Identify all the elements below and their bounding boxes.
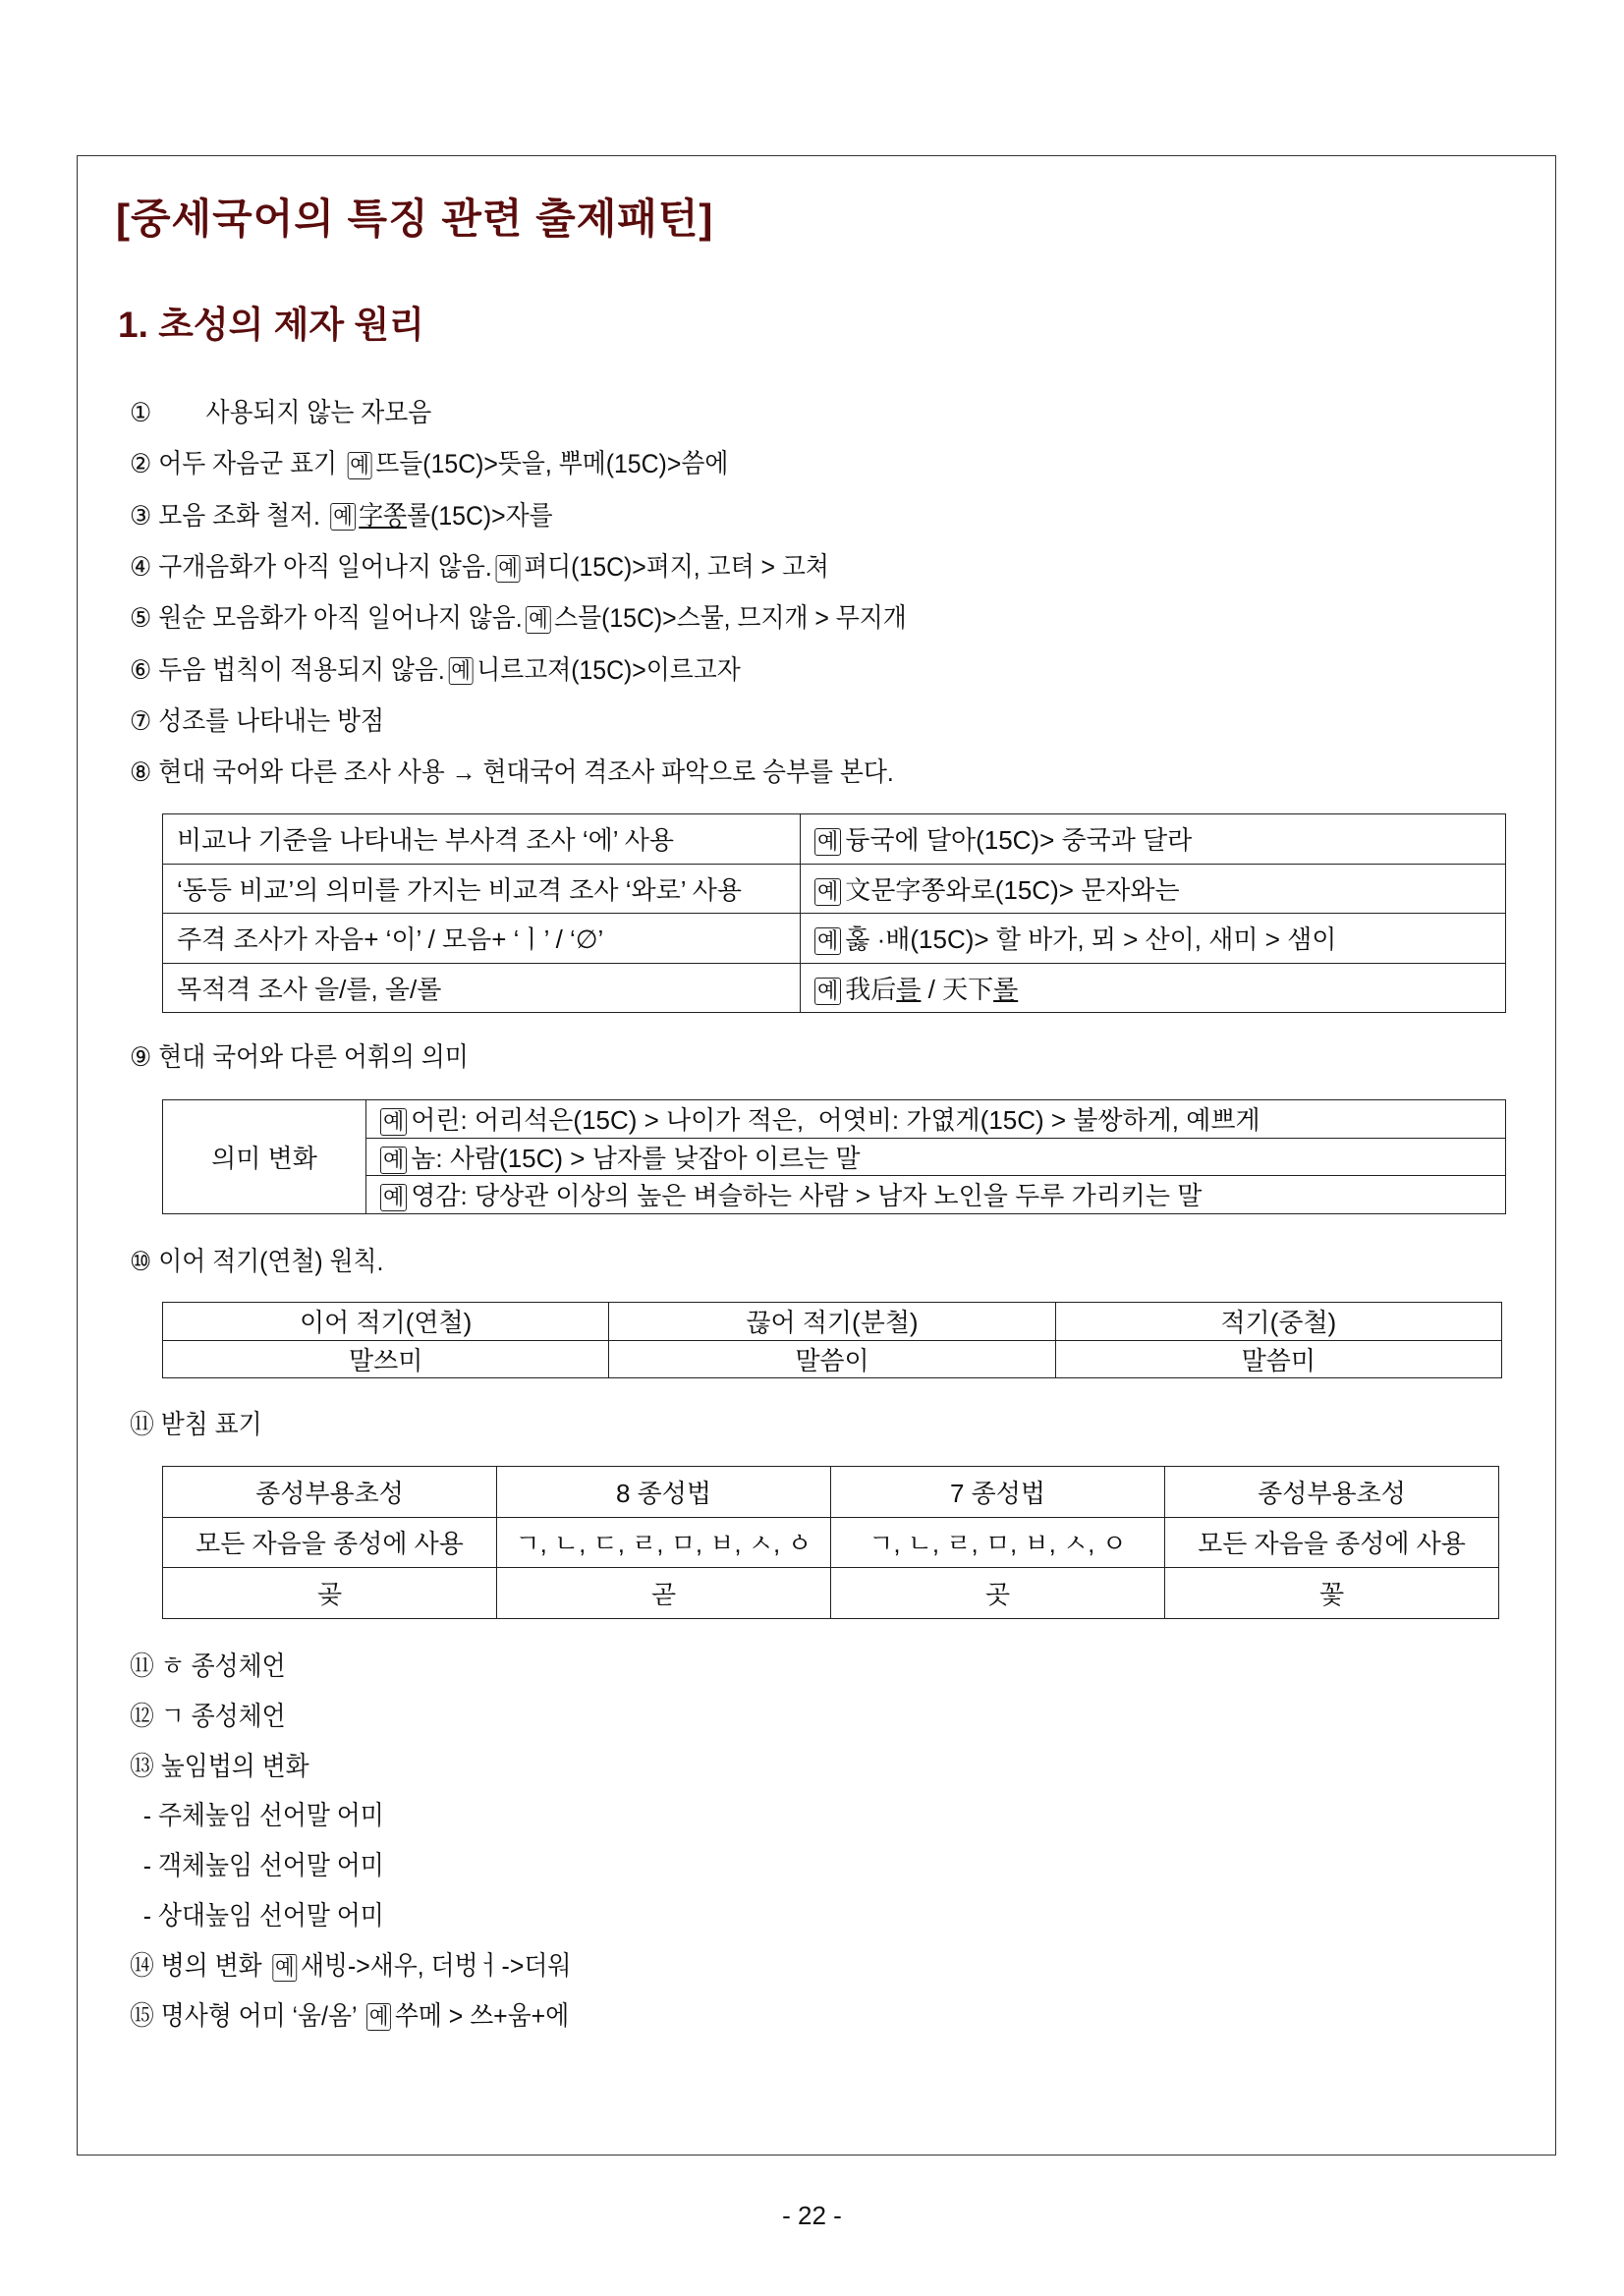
item-9 bbox=[130, 1036, 469, 1074]
text-segment: 스믈(15C)>스물, 므지개 > 무지개 bbox=[554, 603, 907, 634]
example-mark: 예 bbox=[814, 878, 841, 906]
text-segment: 명사형 어미 ‘움/옴’ bbox=[160, 2000, 364, 2031]
list-item bbox=[130, 442, 728, 480]
text-segment: 쑤메 > 쓰+움+에 bbox=[394, 2000, 570, 2031]
table-row bbox=[163, 1340, 1502, 1378]
list-item bbox=[130, 1794, 384, 1832]
text-segment: / 天下 bbox=[921, 974, 994, 1004]
item-number: ⑫ bbox=[130, 1701, 154, 1731]
column-header: 끊어 적기(분철) bbox=[609, 1303, 1055, 1341]
spelling-table bbox=[162, 1302, 1502, 1378]
list-item bbox=[130, 391, 431, 429]
item-number: ⑩ bbox=[130, 1247, 152, 1276]
item-number: ④ bbox=[130, 551, 152, 582]
table-cell bbox=[366, 1138, 1506, 1176]
text-segment: 니르고져(15C)>이르고자 bbox=[476, 654, 741, 685]
table-row bbox=[163, 1303, 1502, 1341]
item-number: ⑬ bbox=[130, 1751, 154, 1781]
underlined-text: 字쫑 bbox=[359, 500, 408, 531]
item-11 bbox=[130, 1403, 262, 1441]
text-segment: 我后 bbox=[845, 974, 897, 1004]
list-item bbox=[130, 1695, 286, 1733]
table-cell bbox=[366, 1176, 1506, 1214]
table-cell: 곧 bbox=[497, 1568, 831, 1619]
example-mark: 예 bbox=[495, 555, 520, 583]
table-cell: ㄱ, ㄴ, ㄹ, ㅁ, ㅂ, ㅅ, ㅇ bbox=[831, 1517, 1165, 1568]
example-mark: 예 bbox=[814, 927, 841, 955]
column-header: 종성부용초성 bbox=[163, 1467, 497, 1518]
example-mark: 예 bbox=[380, 1147, 407, 1174]
column-header: 이어 적기(연철) bbox=[163, 1303, 609, 1341]
example-mark: 예 bbox=[526, 606, 550, 634]
text-segment: 文문字쫑와로(15C)> 문자와는 bbox=[845, 874, 1180, 905]
list-item bbox=[130, 1944, 571, 1983]
table-cell: ㄱ, ㄴ, ㄷ, ㄹ, ㅁ, ㅂ, ㅅ, ㆁ bbox=[497, 1517, 831, 1568]
text-segment: - 객체높임 선어말 어미 bbox=[130, 1851, 384, 1881]
text-segment: 구개음화가 아직 일어나지 않음. bbox=[158, 551, 492, 582]
table-cell bbox=[801, 814, 1506, 865]
example-mark: 예 bbox=[272, 1954, 297, 1982]
example-mark: 예 bbox=[380, 1108, 407, 1136]
table-cell: 곳 bbox=[831, 1568, 1165, 1619]
table-row bbox=[163, 963, 1506, 1013]
table-row bbox=[163, 1517, 1499, 1568]
text-segment: 병의 변화 bbox=[160, 1950, 269, 1981]
text-segment: 뜨들(15C)>뜻을, 뿌메(15C)>씀에 bbox=[375, 449, 729, 479]
item-text: 현대 국어와 다른 어휘의 의미 bbox=[158, 1042, 469, 1072]
text-segment: 성조를 나타내는 방점 bbox=[158, 705, 384, 736]
page-number: - 22 - bbox=[782, 2201, 842, 2230]
text-segment: 홇 ·배(15C)> 할 바가, 뫼 > 산이, 새미 > 샘이 bbox=[845, 924, 1337, 955]
item-10 bbox=[130, 1240, 383, 1278]
column-header: 8 종성법 bbox=[497, 1467, 831, 1518]
column-header: 종성부용초성 bbox=[1165, 1467, 1499, 1518]
table-cell: 주격 조사가 자음+ ‘이’ / 모음+ ‘ㅣ’ / ‘∅’ bbox=[163, 914, 801, 964]
item-number: ③ bbox=[130, 500, 152, 531]
example-text: 어린: 어리석은(15C) > 나이가 적은, 어엿비: 가엾게(15C) > 불쌍하게, 예쁘게 bbox=[411, 1105, 1260, 1136]
table-cell: 비교나 기준을 나타내는 부사격 조사 ‘에’ 사용 bbox=[163, 814, 801, 865]
list-item bbox=[130, 648, 741, 687]
table-cell bbox=[801, 914, 1506, 964]
text-segment: - 상대높임 선어말 어미 bbox=[130, 1901, 384, 1931]
table-row bbox=[163, 864, 1506, 914]
example-mark: 예 bbox=[348, 452, 372, 479]
text-segment: 높임법의 변화 bbox=[160, 1751, 309, 1781]
table-cell: 모든 자음을 종성에 사용 bbox=[163, 1517, 497, 1568]
example-mark: 예 bbox=[814, 978, 841, 1005]
table-cell: 꽃 bbox=[1165, 1568, 1499, 1619]
particle-table bbox=[162, 813, 1506, 1013]
example-text: 영감: 당상관 이상의 높은 벼슬하는 사람 > 남자 노인을 두루 가리키는 말 bbox=[411, 1181, 1203, 1211]
text-segment: 새빙->새우, 더벙ㅓ->더워 bbox=[300, 1950, 572, 1981]
text-segment: ㅎ 종성체언 bbox=[160, 1652, 286, 1681]
underlined-text: 를 bbox=[896, 974, 922, 1004]
table-cell: ‘동등 비교’의 의미를 가지는 비교격 조사 ‘와로’ 사용 bbox=[163, 864, 801, 914]
text-segment: 원순 모음화가 아직 일어나지 않음. bbox=[158, 603, 523, 634]
table-row bbox=[163, 1568, 1499, 1619]
text-segment: 사용되지 않는 자모음 bbox=[158, 398, 432, 427]
table-row bbox=[163, 914, 1506, 964]
row-label: 의미 변화 bbox=[163, 1100, 366, 1214]
text-segment: 펴디(15C)>펴지, 고텨 > 고쳐 bbox=[524, 551, 829, 582]
list-item bbox=[130, 545, 829, 584]
item-number: ⑤ bbox=[130, 603, 152, 634]
example-mark: 예 bbox=[380, 1184, 407, 1211]
table-cell: 곶 bbox=[163, 1568, 497, 1619]
item-number: ⑪ bbox=[130, 1652, 154, 1681]
example-mark: 예 bbox=[366, 2003, 391, 2031]
item-number: ① bbox=[130, 398, 152, 427]
list-item bbox=[130, 1844, 384, 1882]
table-cell: 말씀이 bbox=[609, 1340, 1055, 1378]
table-cell: 모든 자음을 종성에 사용 bbox=[1165, 1517, 1499, 1568]
table-cell: 목적격 조사 을/를, 올/롤 bbox=[163, 963, 801, 1013]
item-number: ⑮ bbox=[130, 2000, 154, 2031]
table-cell bbox=[801, 963, 1506, 1013]
list-item bbox=[130, 1745, 309, 1783]
table-cell: 말쓰미 bbox=[163, 1340, 609, 1378]
list-item bbox=[130, 1994, 569, 2033]
list-item bbox=[130, 596, 907, 635]
table-cell: 말씀미 bbox=[1055, 1340, 1501, 1378]
table-cell bbox=[801, 864, 1506, 914]
text-segment: 두음 법칙이 적용되지 않음. bbox=[158, 654, 445, 685]
table-cell bbox=[366, 1100, 1506, 1139]
item-number: ⑨ bbox=[130, 1042, 152, 1072]
column-header: 적기(중철) bbox=[1055, 1303, 1501, 1341]
table-row bbox=[163, 1100, 1506, 1139]
list-item bbox=[130, 751, 894, 789]
text-segment: 어두 자음군 표기 bbox=[158, 449, 344, 479]
example-mark: 예 bbox=[448, 657, 473, 685]
item-number: ⑪ bbox=[130, 1410, 154, 1439]
text-segment: 모음 조화 철저. bbox=[158, 500, 327, 531]
item-number: ② bbox=[130, 449, 152, 479]
item-text: 받침 표기 bbox=[160, 1410, 262, 1439]
final-consonant-table bbox=[162, 1466, 1499, 1619]
table-row bbox=[163, 814, 1506, 865]
list-item bbox=[130, 494, 553, 532]
text-segment: 롤(15C)>자를 bbox=[407, 500, 553, 531]
text-segment: 현대 국어와 다른 조사 사용 → 현대국어 격조사 파악으로 승부를 본다. bbox=[158, 757, 894, 788]
example-text: 놈: 사람(15C) > 남자를 낮잡아 이르는 말 bbox=[411, 1143, 861, 1173]
underlined-text: 롤 bbox=[993, 974, 1019, 1004]
meaning-change-table bbox=[162, 1099, 1506, 1214]
list-item bbox=[130, 1894, 384, 1932]
item-number: ⑥ bbox=[130, 654, 152, 685]
item-number: ⑭ bbox=[130, 1950, 154, 1981]
item-text: 이어 적기(연철) 원칙. bbox=[158, 1247, 384, 1276]
example-mark: 예 bbox=[814, 828, 841, 856]
text-segment: ㄱ 종성체언 bbox=[160, 1701, 286, 1731]
example-mark: 예 bbox=[330, 503, 355, 531]
column-header: 7 종성법 bbox=[831, 1467, 1165, 1518]
document-title: [중세국어의 특징 관련 출제패턴] bbox=[116, 196, 714, 242]
text-segment: 듕국에 달아(15C)> 중국과 달라 bbox=[845, 825, 1193, 856]
item-number: ⑧ bbox=[130, 757, 152, 788]
list-item bbox=[130, 700, 384, 738]
table-row bbox=[163, 1467, 1499, 1518]
section-heading: 1. 초성의 제자 원리 bbox=[118, 305, 424, 345]
text-segment: - 주체높임 선어말 어미 bbox=[130, 1801, 384, 1831]
item-number: ⑦ bbox=[130, 705, 152, 736]
list-item bbox=[130, 1645, 286, 1683]
